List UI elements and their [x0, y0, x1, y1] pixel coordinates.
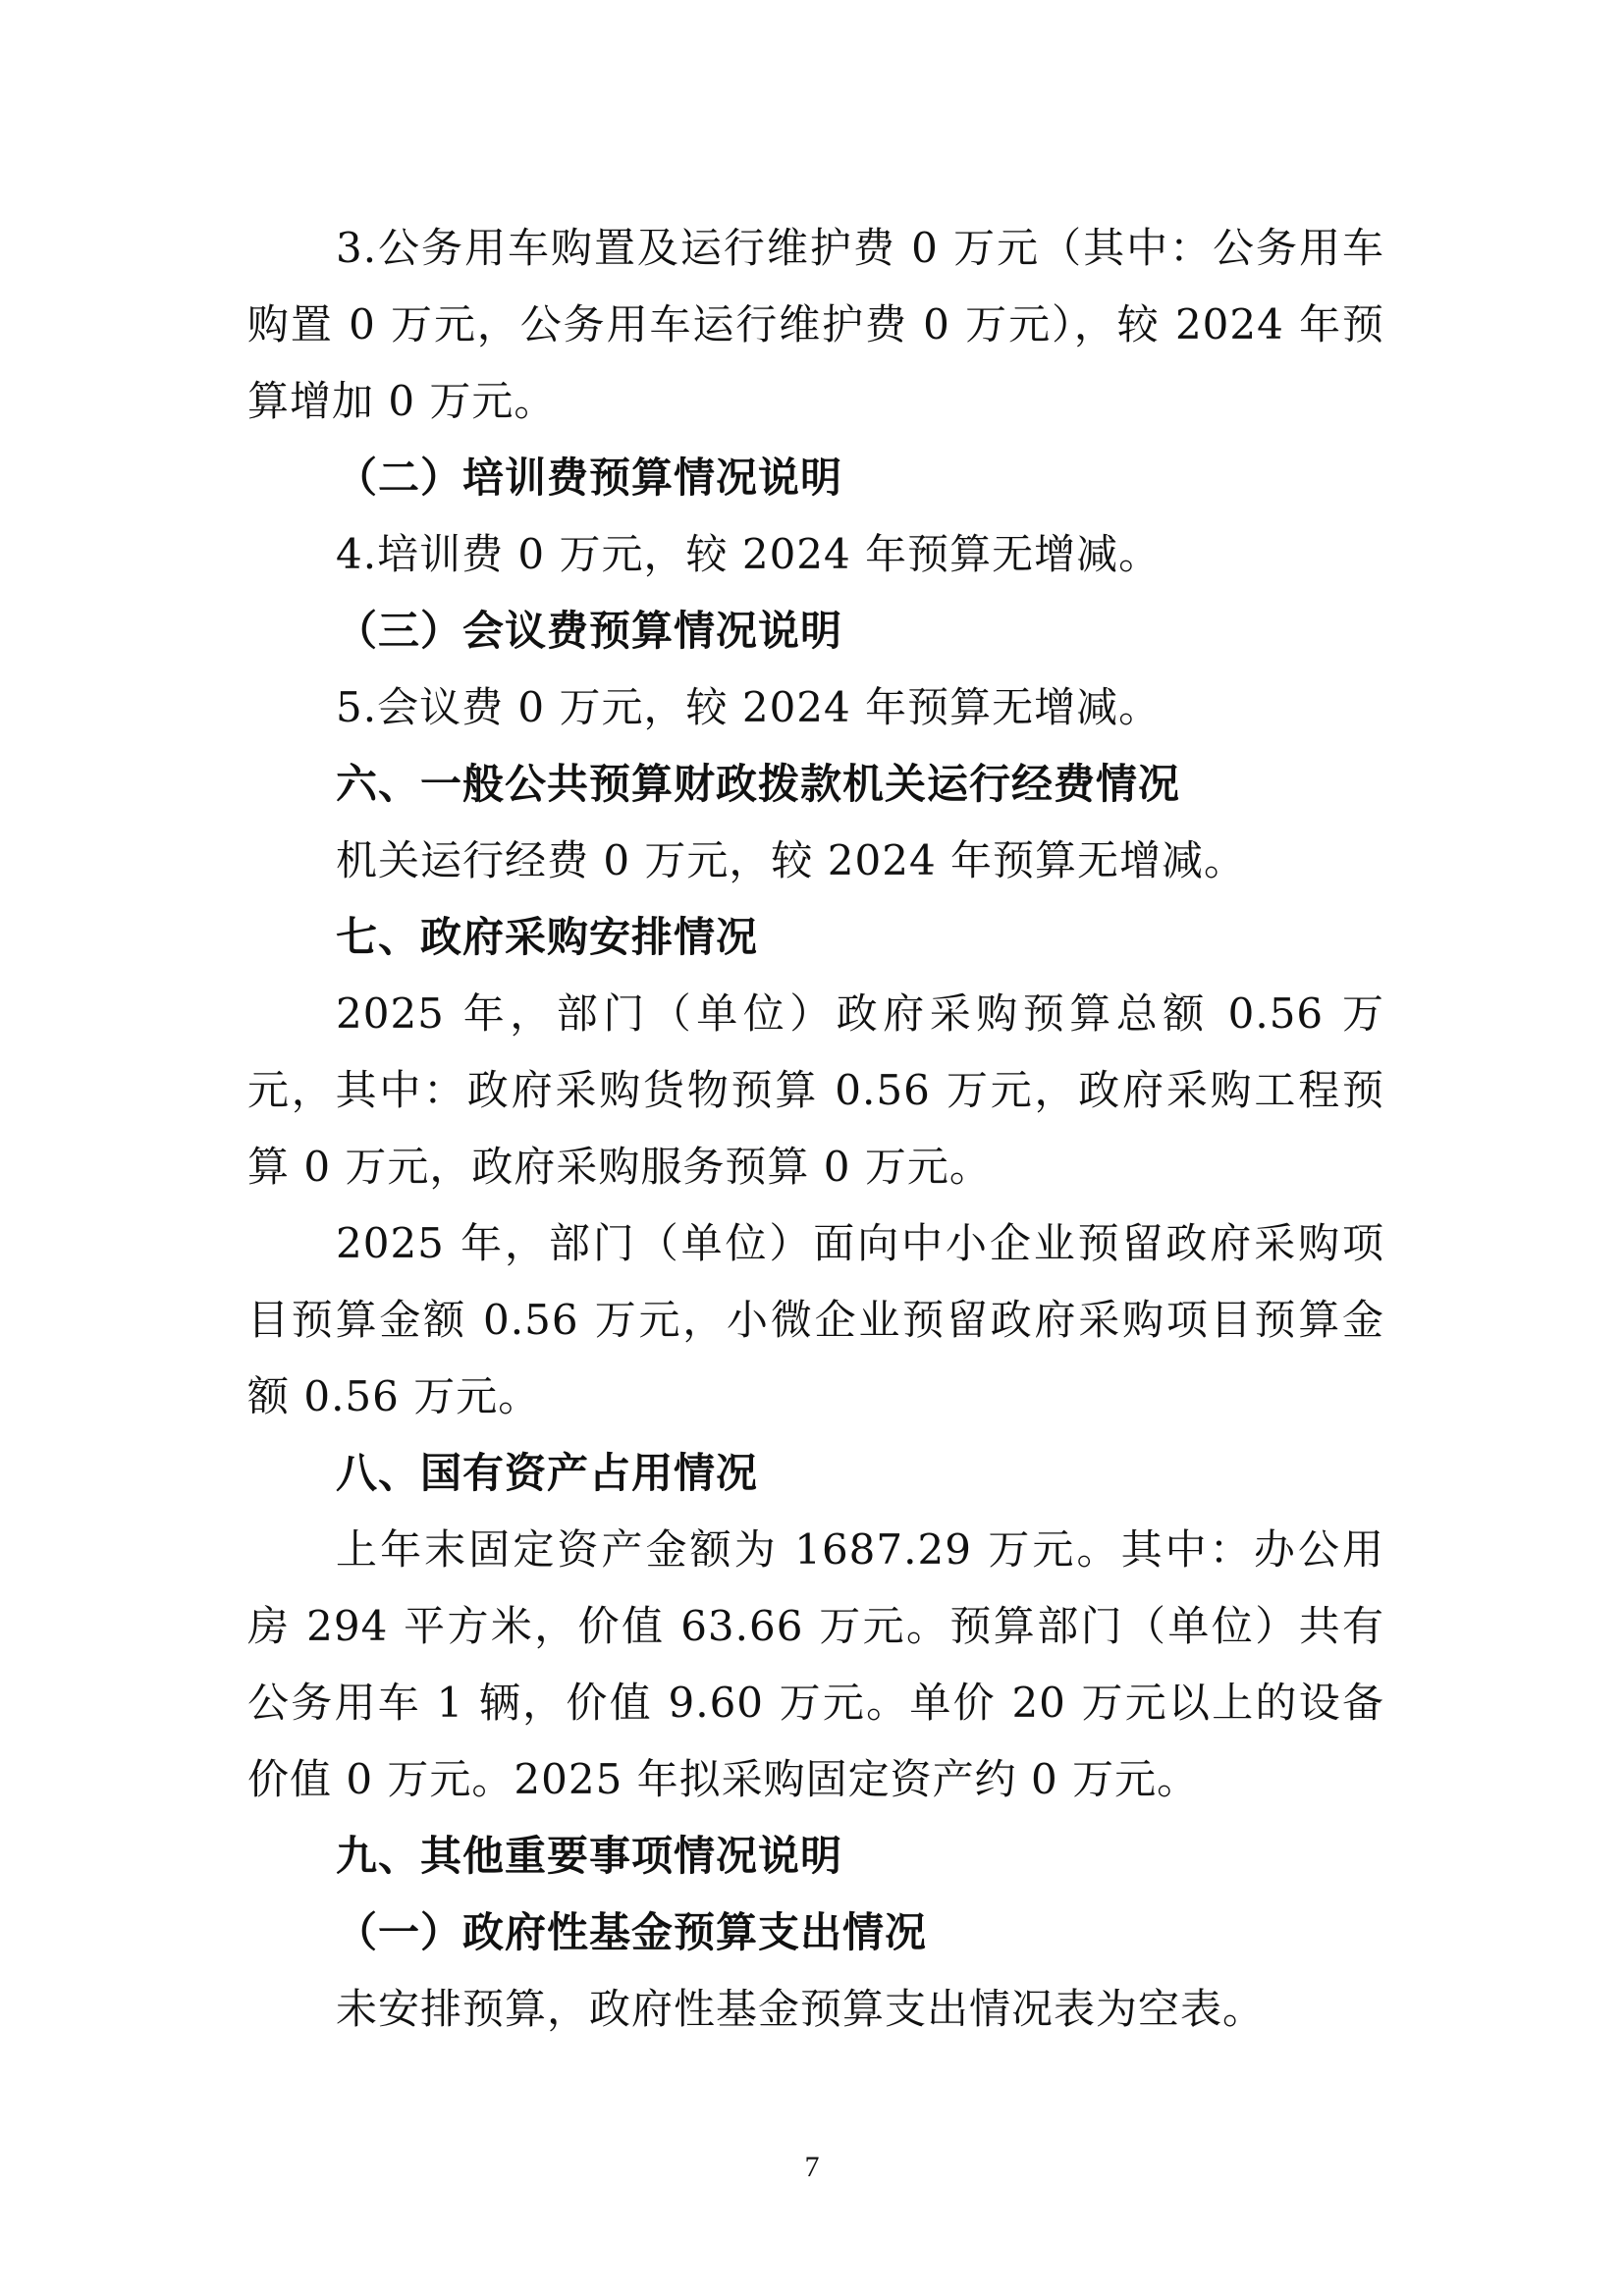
- para-procurement-sme: 2025 年，部门（单位）面向中小企业预留政府采购项目预算金额 0.56 万元，小微企业预留政府采购项目预算金额 0.56 万元。: [247, 1219, 1384, 1420]
- heading-section-6: 六、一般公共预算财政拨款机关运行经费情况: [336, 760, 1181, 808]
- heading-section-8: 八、国有资产占用情况: [336, 1449, 759, 1497]
- heading-section-9: 九、其他重要事项情况说明: [336, 1832, 843, 1880]
- para-procurement-total: 2025 年，部门（单位）政府采购预算总额 0.56 万元，其中：政府采购货物预算 0.56 万元，政府采购工程预算 0 万元，政府采购服务预算 0 万元。: [247, 989, 1384, 1191]
- document-body: [247, 210, 1384, 2048]
- heading-meeting-costs: （三）会议费预算情况说明: [336, 607, 843, 655]
- para-gov-fund: 未安排预算，政府性基金预算支出情况表为空表。: [336, 1985, 1266, 2033]
- para-meeting-costs: 5.会议费 0 万元，较 2024 年预算无增减。: [336, 683, 1162, 731]
- para-vehicle-costs: 3.公务用车购置及运行维护费 0 万元（其中：公务用车购置 0 万元，公务用车运行维护费 0 万元），较 2024 年预算增加 0 万元。: [247, 224, 1384, 425]
- heading-training-costs: （二）培训费预算情况说明: [336, 454, 843, 502]
- para-operating-costs: 机关运行经费 0 万元，较 2024 年预算无增减。: [336, 836, 1247, 884]
- para-training-costs: 4.培训费 0 万元，较 2024 年预算无增减。: [336, 530, 1162, 578]
- para-state-assets: 上年末固定资产金额为 1687.29 万元。其中：办公用房 294 平方米，价值 63.66 万元。预算部门（单位）共有公务用车 1 辆，价值 9.60 万元。单价 20 万元以上的设备价值 0 万元。2025 年拟采购固定资产约 0 万元。: [247, 1525, 1384, 1803]
- page-number: 7: [804, 2151, 820, 2183]
- heading-section-7: 七、政府采购安排情况: [336, 913, 759, 961]
- heading-gov-fund: （一）政府性基金预算支出情况: [336, 1908, 928, 1956]
